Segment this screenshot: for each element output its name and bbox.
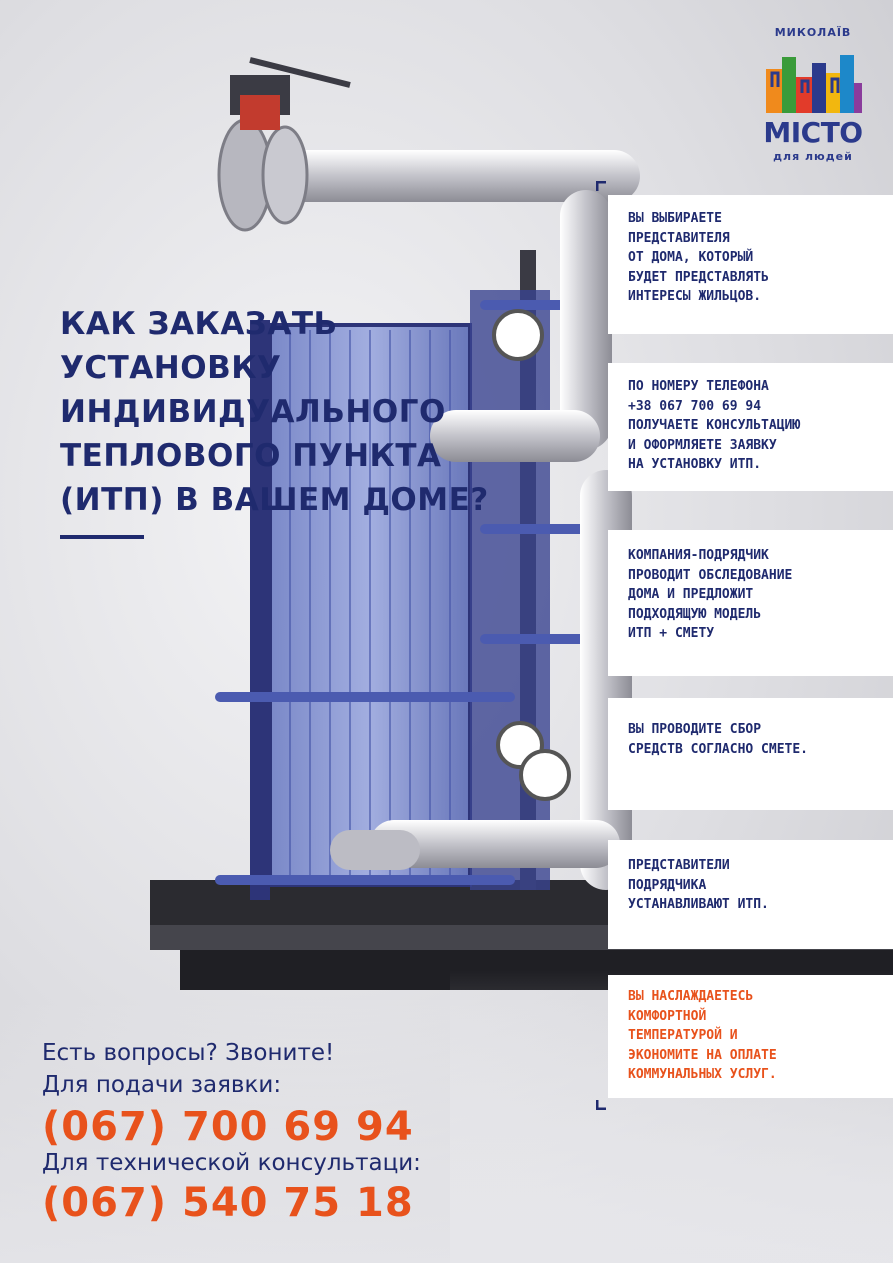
misto-logo: [758, 26, 868, 166]
step-line: ТЕМПЕРАТУРОЙ И: [628, 1028, 738, 1043]
title-line: УСТАНОВКУ: [60, 350, 282, 386]
title-line: ИНДИВИДУАЛЬНОГО: [60, 394, 446, 430]
step-line: КОММУНАЛЬНЫХ УСЛУГ.: [628, 1067, 777, 1082]
logo-tagline: для людей: [773, 150, 853, 163]
title-line: КАК ЗАКАЗАТЬ: [60, 306, 338, 342]
step-line: И ОФОРМЛЯЕТЕ ЗАЯВКУ: [628, 437, 777, 453]
page-title: [60, 302, 500, 522]
logo-city: МИКОЛАЇВ: [774, 26, 852, 39]
step-line: УСТАНАВЛИВАЮТ ИТП.: [628, 897, 769, 912]
step-line: НА УСТАНОВКУ ИТП.: [628, 457, 762, 472]
application-label: Для подачи заявки:: [42, 1072, 282, 1098]
step-line: ПРОВОДИТ ОБСЛЕДОВАНИЕ: [628, 567, 793, 583]
step-line: ВЫ НАСЛАЖДАЕТЕСЬ: [628, 989, 754, 1004]
step-line: ЭКОНОМИТЕ НА ОПЛАТЕ: [628, 1047, 777, 1063]
logo-name: МІСТО: [763, 116, 863, 149]
step-line: ОТ ДОМА, КОТОРЫЙ: [628, 250, 754, 265]
corner-bracket-top: [596, 181, 606, 191]
step-4: [608, 698, 893, 810]
title-line: (ИТП) В ВАШЕМ ДОМЕ?: [60, 482, 489, 518]
step-line: ВЫ ВЫБИРАЕТЕ: [628, 211, 722, 226]
step-1: [608, 195, 893, 334]
step-line: ПОЛУЧАЕТЕ КОНСУЛЬТАЦИЮ: [628, 418, 801, 433]
step-line: СРЕДСТВ СОГЛАСНО СМЕТЕ.: [628, 741, 809, 757]
step-2: [608, 363, 893, 491]
corner-bracket-bottom: [596, 1100, 606, 1110]
step-6: [608, 975, 893, 1098]
step-line: ПОДХОДЯЩУЮ МОДЕЛЬ: [628, 606, 762, 622]
title-underline: [60, 535, 144, 539]
step-line: БУДЕТ ПРЕДСТАВЛЯТЬ: [628, 269, 769, 285]
step-5: [608, 840, 893, 949]
city-skyline-icon: [762, 43, 864, 115]
step-line: ДОМА И ПРЕДЛОЖИТ: [628, 587, 754, 602]
step-line: ПОДРЯДЧИКА: [628, 877, 707, 893]
consult-label: Для технической консультаци:: [42, 1150, 421, 1176]
step-line: ИТП + СМЕТУ: [628, 626, 715, 641]
step-line: ПО НОМЕРУ ТЕЛЕФОНА: [628, 379, 769, 394]
step-phone: +38 067 700 69 94: [628, 398, 762, 414]
application-phone[interactable]: (067) 700 69 94: [42, 1104, 414, 1150]
consult-phone[interactable]: (067) 540 75 18: [42, 1180, 414, 1226]
step-3: [608, 530, 893, 676]
step-line: ВЫ ПРОВОДИТЕ СБОР: [628, 722, 762, 737]
title-line: ТЕПЛОВОГО ПУНКТА: [60, 438, 442, 474]
questions-text: Есть вопросы? Звоните!: [42, 1040, 335, 1066]
step-line: ПРЕДСТАВИТЕЛЯ: [628, 230, 730, 246]
step-line: КОМФОРТНОЙ: [628, 1008, 707, 1024]
step-line: ИНТЕРЕСЫ ЖИЛЬЦОВ.: [628, 289, 762, 304]
step-line: ПРЕДСТАВИТЕЛИ: [628, 858, 730, 873]
step-line: КОМПАНИЯ-ПОДРЯДЧИК: [628, 548, 769, 563]
